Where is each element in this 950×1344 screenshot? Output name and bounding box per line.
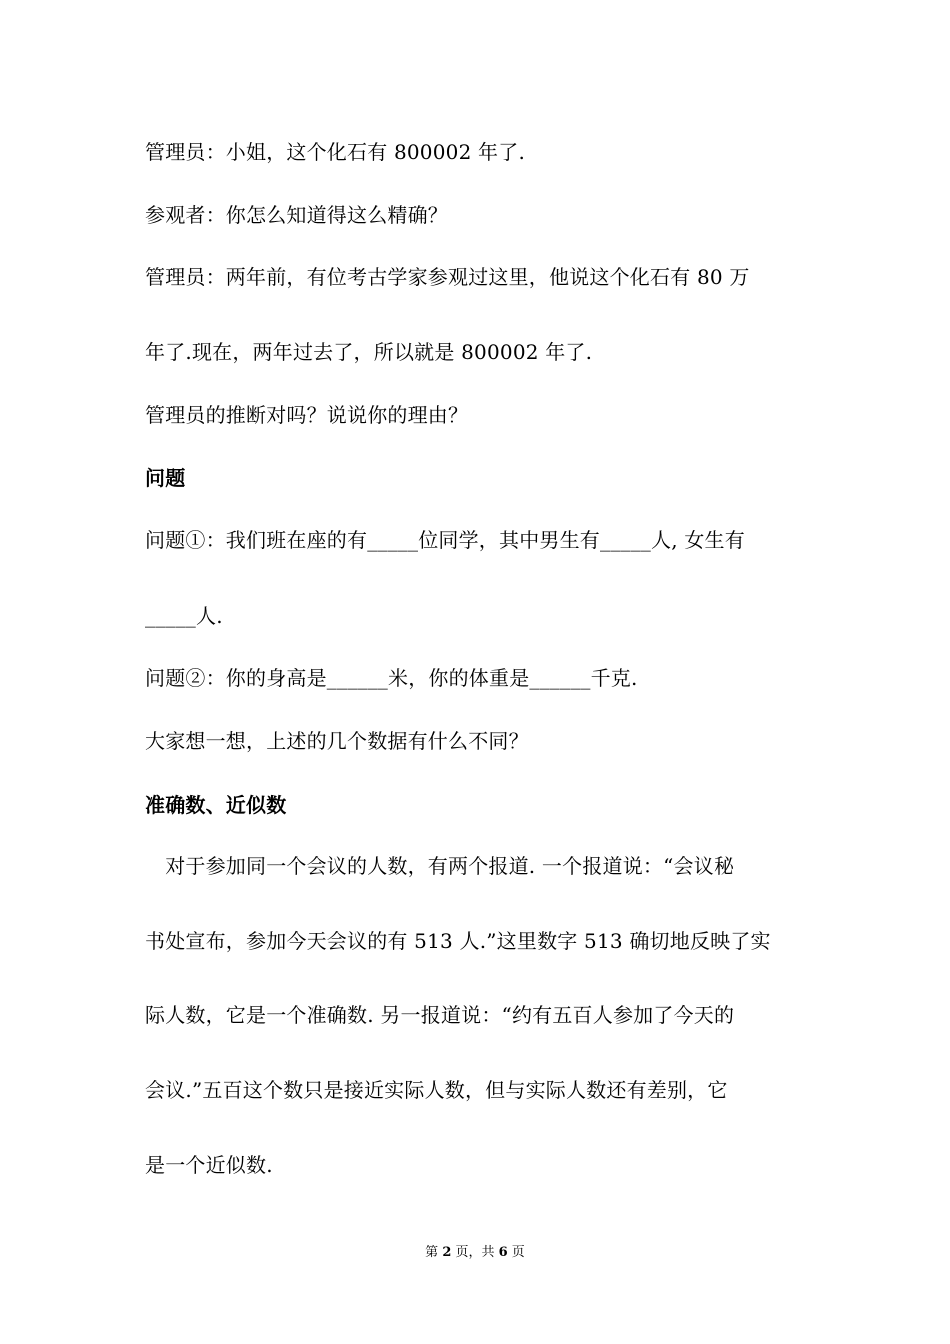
footer-current-page: 2 <box>442 1245 452 1260</box>
think-prompt: 大家想一想，上述的几个数据有什么不同？ <box>145 729 529 753</box>
page-footer <box>0 1244 950 1262</box>
problem-1-line-2: _____人. <box>145 604 223 628</box>
paragraph-line-4: 会议.”五百这个数只是接近实际人数，但与实际人数还有差别，它 <box>145 1078 728 1102</box>
dialogue-line-3: 管理员：两年前，有位考古学家参观过这里，他说这个化石有 80 万 <box>145 265 750 289</box>
footer-suffix: 页 <box>507 1245 525 1260</box>
footer-prefix: 第 <box>425 1245 443 1260</box>
section-heading-numbers: 准确数、近似数 <box>145 793 287 817</box>
footer-middle: 页，共 <box>451 1245 499 1260</box>
section-heading-problems: 问题 <box>145 466 186 490</box>
footer-total-pages: 6 <box>498 1245 508 1260</box>
paragraph-line-3: 际人数，它是一个准确数. 另一报道说：“约有五百人参加了今天的 <box>145 1003 735 1027</box>
paragraph-line-2: 书处宣布，参加今天会议的有 513 人.”这里数字 513 确切地反映了实 <box>145 929 771 953</box>
paragraph-line-1: 对于参加同一个会议的人数，有两个报道. 一个报道说：“会议秘 <box>145 854 735 878</box>
paragraph-line-5: 是一个近似数. <box>145 1153 273 1177</box>
dialogue-question: 管理员的推断对吗？说说你的理由？ <box>145 403 469 427</box>
dialogue-line-2: 参观者：你怎么知道得这么精确？ <box>145 203 448 227</box>
dialogue-line-1: 管理员：小姐，这个化石有 800002 年了. <box>145 140 526 164</box>
problem-2: 问题②：你的身高是______米，你的体重是______千克. <box>145 666 638 690</box>
problem-1-line-1: 问题①：我们班在座的有_____位同学，其中男生有_____人, 女生有 <box>145 528 745 552</box>
dialogue-line-4: 年了.现在，两年过去了，所以就是 800002 年了. <box>145 340 593 364</box>
